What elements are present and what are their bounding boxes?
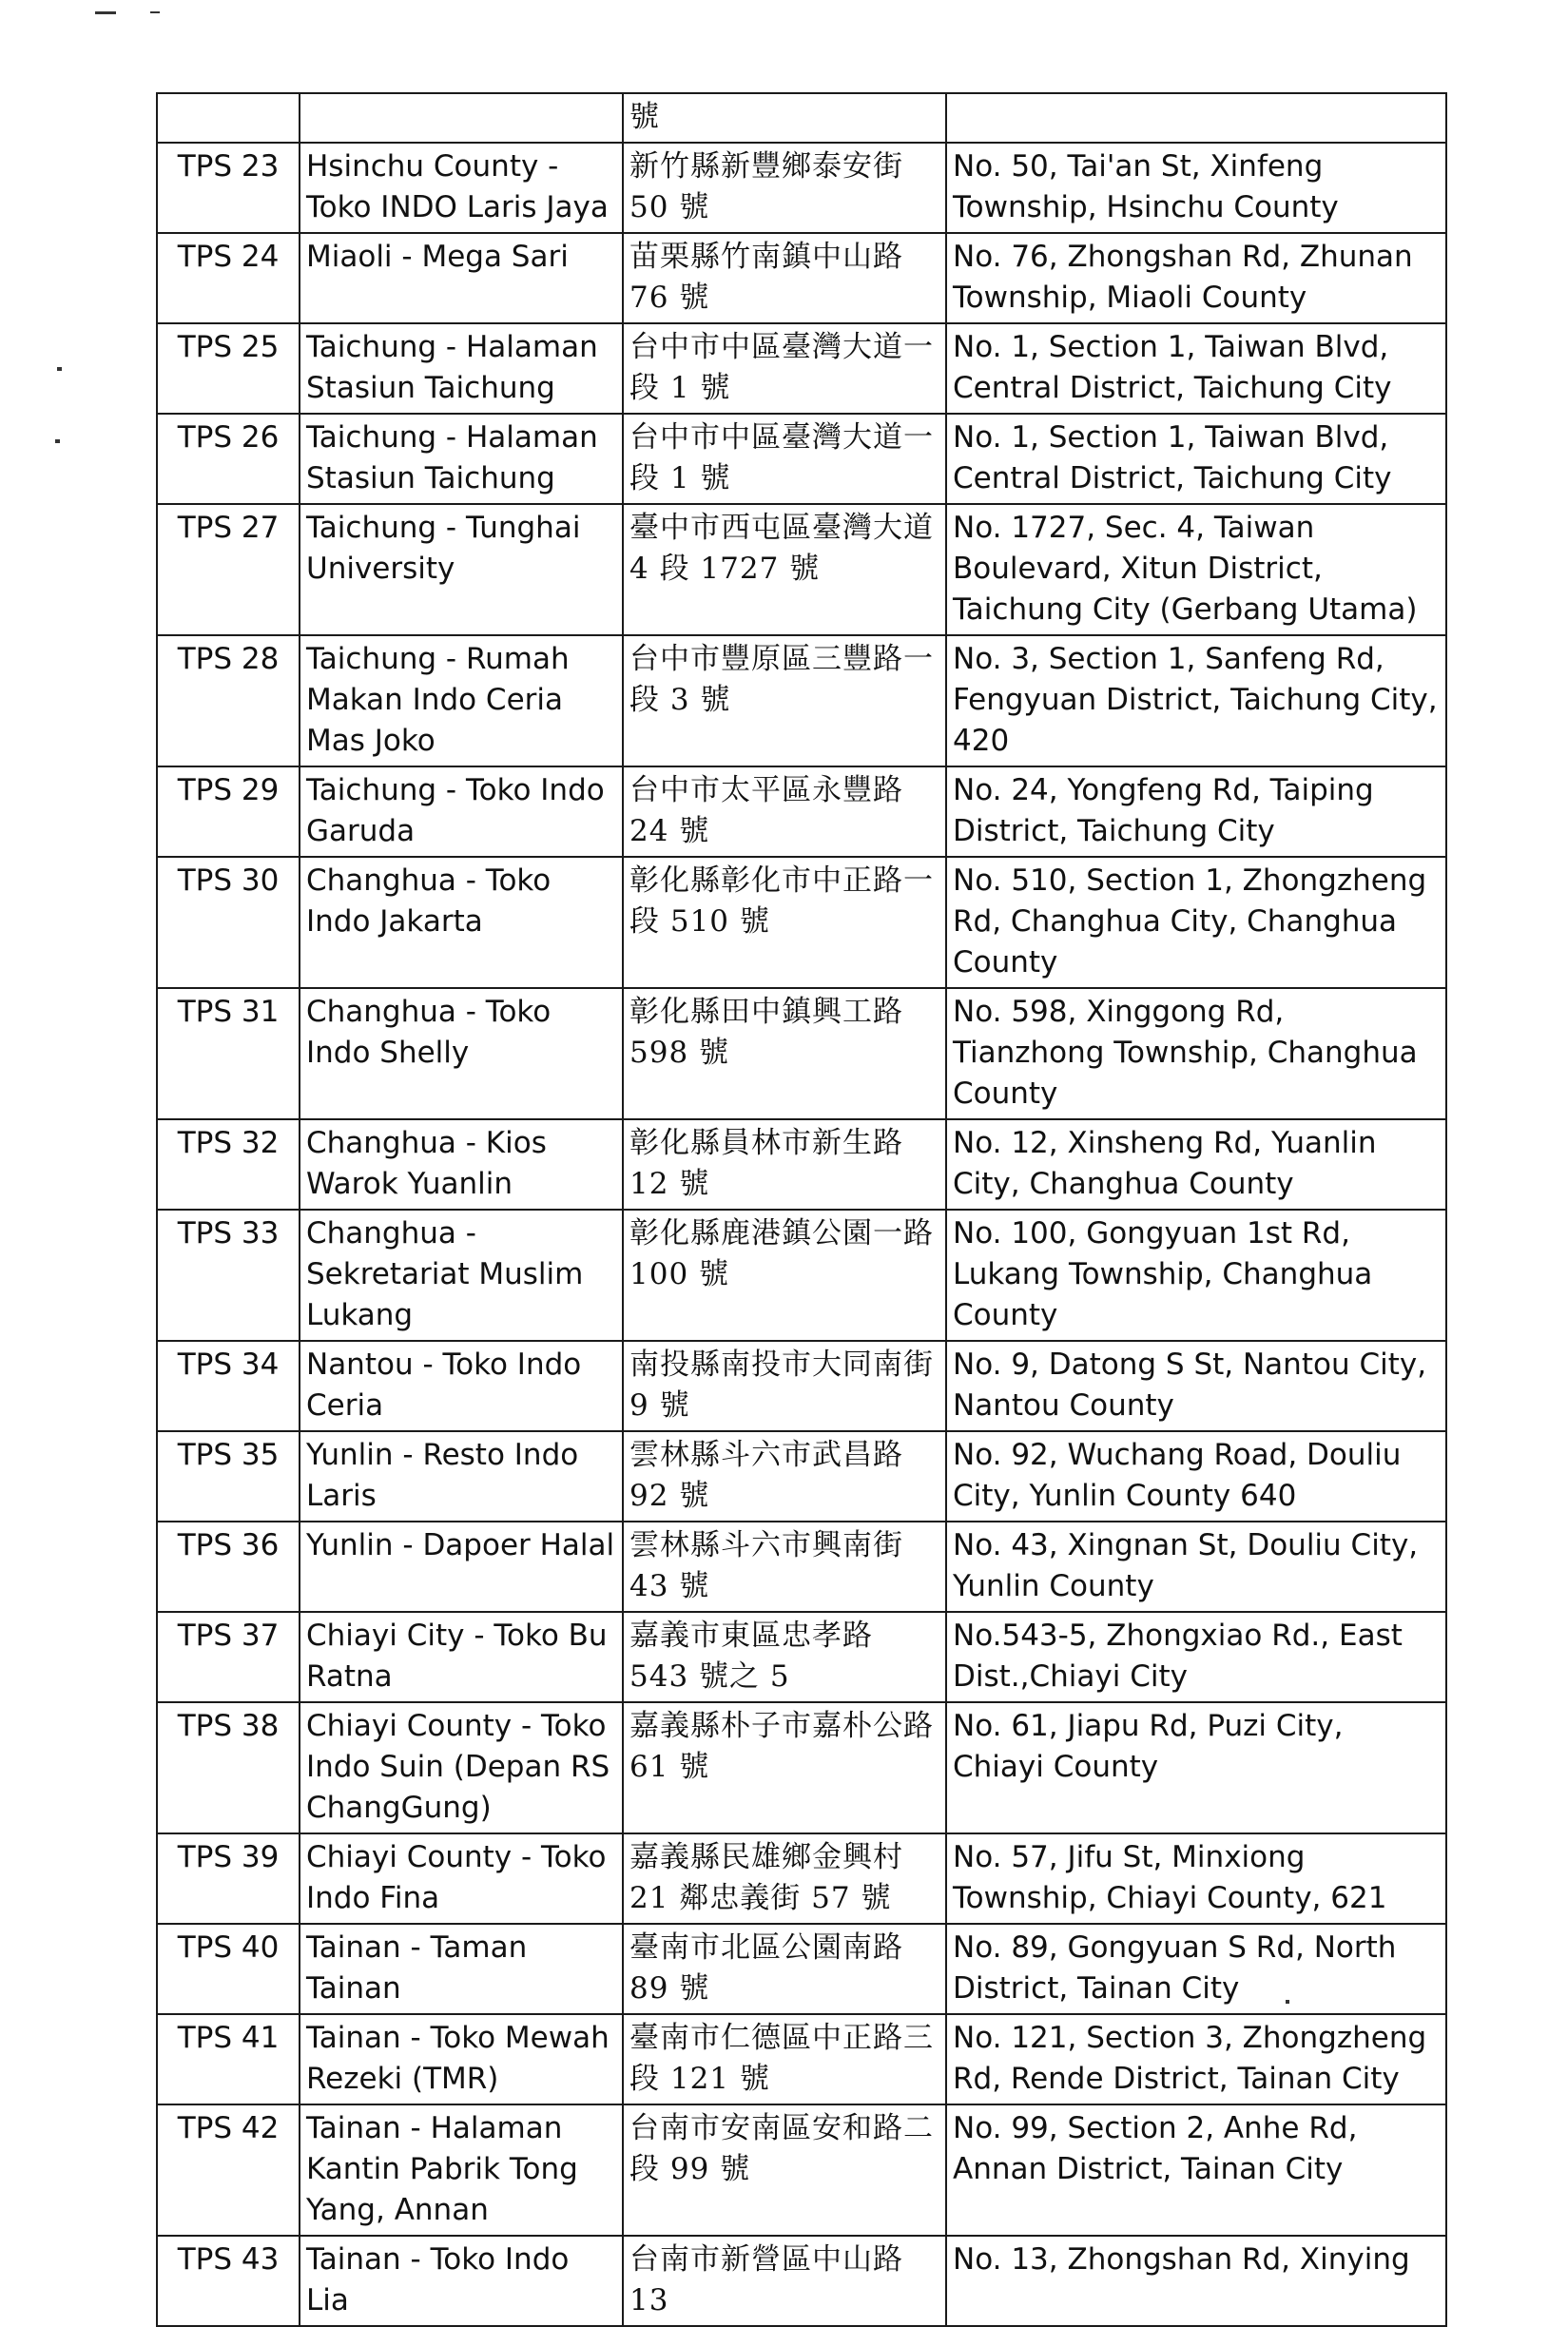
table-row [157,635,1446,766]
tps-code-cell: TPS 39 [157,1833,300,1924]
address-zh-cell: 台南市新營區中山路 13 [623,2236,946,2326]
address-zh-cell: 彰化縣鹿港鎮公園一路 100 號 [623,1210,946,1341]
location-cell: Changhua - Sekretariat Muslim Lukang [300,1210,623,1341]
table-row [157,233,1446,323]
address-en-cell: No. 3, Section 1, Sanfeng Rd, Fengyuan District, Taichung City, 420 [946,635,1446,766]
address-zh-cell: 台中市太平區永豐路 24 號 [623,766,946,857]
address-zh-cell: 臺中市西屯區臺灣大道 4 段 1727 號 [623,504,946,635]
location-cell: Changhua - Kios Warok Yuanlin [300,1119,623,1210]
tps-table [156,92,1447,2327]
table-row [157,1341,1446,1431]
table-row [157,857,1446,988]
table-row [157,323,1446,414]
table-row [157,1522,1446,1612]
address-zh-cell: 南投縣南投市大同南街 9 號 [623,1341,946,1431]
tps-table-body [157,93,1446,2326]
tps-code-cell: TPS 28 [157,635,300,766]
tps-code-cell: TPS 41 [157,2014,300,2104]
location-cell: Taichung - Halaman Stasiun Taichung [300,323,623,414]
table-row [157,1924,1446,2014]
table-row [157,143,1446,233]
tps-code-cell: TPS 33 [157,1210,300,1341]
tps-code-cell: TPS 31 [157,988,300,1119]
address-en-cell: No. 57, Jifu St, Minxiong Township, Chiayi County, 621 [946,1833,1446,1924]
location-cell: Tainan - Toko Mewah Rezeki (TMR) [300,2014,623,2104]
location-cell: Chiayi County - Toko Indo Fina [300,1833,623,1924]
location-cell: Chiayi City - Toko Bu Ratna [300,1612,623,1702]
address-en-cell: No. 61, Jiapu Rd, Puzi City, Chiayi County [946,1702,1446,1833]
address-zh-cell: 台中市豐原區三豐路一段 3 號 [623,635,946,766]
location-cell: Hsinchu County - Toko INDO Laris Jaya [300,143,623,233]
scan-mark [95,11,116,14]
tps-code-cell: TPS 40 [157,1924,300,2014]
address-en-cell: No. 9, Datong S St, Nantou City, Nantou County [946,1341,1446,1431]
address-zh-cell: 苗栗縣竹南鎮中山路 76 號 [623,233,946,323]
location-cell: Tainan - Taman Tainan [300,1924,623,2014]
address-en-cell: No. 1, Section 1, Taiwan Blvd, Central District, Taichung City [946,323,1446,414]
location-cell: Chiayi County - Toko Indo Suin (Depan RS ChangGung) [300,1702,623,1833]
location-cell: Taichung - Rumah Makan Indo Ceria Mas Joko [300,635,623,766]
location-cell: Yunlin - Dapoer Halal [300,1522,623,1612]
location-cell: Tainan - Toko Indo Lia [300,2236,623,2326]
address-zh-cell: 台南市安南區安和路二段 99 號 [623,2104,946,2236]
table-row [157,988,1446,1119]
scan-mark [150,11,160,13]
location-cell: Taichung - Toko Indo Garuda [300,766,623,857]
address-en-cell [946,93,1446,143]
tps-code-cell: TPS 23 [157,143,300,233]
address-en-cell: No. 100, Gongyuan 1st Rd, Lukang Township, Changhua County [946,1210,1446,1341]
table-row [157,766,1446,857]
address-en-cell: No. 89, Gongyuan S Rd, North District, Tainan City [946,1924,1446,2014]
location-cell: Tainan - Halaman Kantin Pabrik Tong Yang, Annan [300,2104,623,2236]
address-zh-cell: 雲林縣斗六市興南街 43 號 [623,1522,946,1612]
address-zh-cell: 彰化縣彰化市中正路一段 510 號 [623,857,946,988]
address-en-cell: No. 43, Xingnan St, Douliu City, Yunlin County [946,1522,1446,1612]
table-row [157,1702,1446,1833]
address-en-cell: No. 50, Tai'an St, Xinfeng Township, Hsinchu County [946,143,1446,233]
address-en-cell: No. 598, Xinggong Rd, Tianzhong Township, Changhua County [946,988,1446,1119]
table-row [157,414,1446,504]
address-zh-cell: 臺南市仁德區中正路三段 121 號 [623,2014,946,2104]
tps-code-cell: TPS 25 [157,323,300,414]
address-zh-cell: 嘉義縣朴子市嘉朴公路 61 號 [623,1702,946,1833]
tps-code-cell: TPS 24 [157,233,300,323]
address-zh-cell: 嘉義縣民雄鄉金興村 21 鄰忠義街 57 號 [623,1833,946,1924]
table-row-continuation [157,93,1446,143]
table-row [157,2236,1446,2326]
address-en-cell: No. 76, Zhongshan Rd, Zhunan Township, Miaoli County [946,233,1446,323]
address-en-cell: No. 12, Xinsheng Rd, Yuanlin City, Changhua County [946,1119,1446,1210]
address-zh-cell: 雲林縣斗六市武昌路 92 號 [623,1431,946,1522]
address-en-cell: No. 99, Section 2, Anhe Rd, Annan District, Tainan City [946,2104,1446,2236]
location-cell: Taichung - Halaman Stasiun Taichung [300,414,623,504]
location-cell: Miaoli - Mega Sari [300,233,623,323]
tps-code-cell: TPS 26 [157,414,300,504]
location-cell: Nantou - Toko Indo Ceria [300,1341,623,1431]
scan-dot [55,439,60,443]
address-en-cell: No.543-5, Zhongxiao Rd., East Dist.,Chiayi City [946,1612,1446,1702]
location-cell: Yunlin - Resto Indo Laris [300,1431,623,1522]
address-zh-cell: 新竹縣新豐鄉泰安街 50 號 [623,143,946,233]
location-cell: Taichung - Tunghai University [300,504,623,635]
tps-code-cell: TPS 34 [157,1341,300,1431]
address-zh-cell: 台中市中區臺灣大道一段 1 號 [623,414,946,504]
tps-code-cell [157,93,300,143]
tps-code-cell: TPS 43 [157,2236,300,2326]
tps-code-cell: TPS 37 [157,1612,300,1702]
tps-code-cell: TPS 36 [157,1522,300,1612]
table-row [157,2104,1446,2236]
address-zh-cell: 彰化縣田中鎮興工路 598 號 [623,988,946,1119]
table-row [157,1119,1446,1210]
tps-code-cell: TPS 35 [157,1431,300,1522]
tps-code-cell: TPS 32 [157,1119,300,1210]
address-zh-cell: 彰化縣員林市新生路 12 號 [623,1119,946,1210]
address-en-cell: No. 13, Zhongshan Rd, Xinying [946,2236,1446,2326]
tps-code-cell: TPS 30 [157,857,300,988]
tps-code-cell: TPS 29 [157,766,300,857]
table-row [157,504,1446,635]
table-row [157,1612,1446,1702]
location-cell: Changhua - Toko Indo Shelly [300,988,623,1119]
scan-dot [57,367,62,371]
address-en-cell: No. 92, Wuchang Road, Douliu City, Yunlin County 640 [946,1431,1446,1522]
address-zh-cell: 嘉義市東區忠孝路 543 號之 5 [623,1612,946,1702]
address-en-cell: No. 1727, Sec. 4, Taiwan Boulevard, Xitun District, Taichung City (Gerbang Utama) [946,504,1446,635]
tps-code-cell: TPS 42 [157,2104,300,2236]
tps-code-cell: TPS 38 [157,1702,300,1833]
address-en-cell: No. 510, Section 1, Zhongzheng Rd, Changhua City, Changhua County [946,857,1446,988]
address-zh-cell: 台中市中區臺灣大道一段 1 號 [623,323,946,414]
table-row [157,1210,1446,1341]
table-row [157,2014,1446,2104]
address-zh-cell: 號 [623,93,946,143]
tps-code-cell: TPS 27 [157,504,300,635]
location-cell [300,93,623,143]
address-en-cell: No. 1, Section 1, Taiwan Blvd, Central District, Taichung City [946,414,1446,504]
table-row [157,1833,1446,1924]
address-zh-cell: 臺南市北區公園南路 89 號 [623,1924,946,2014]
address-en-cell: No. 24, Yongfeng Rd, Taiping District, Taichung City [946,766,1446,857]
location-cell: Changhua - Toko Indo Jakarta [300,857,623,988]
table-row [157,1431,1446,1522]
address-en-cell: No. 121, Section 3, Zhongzheng Rd, Rende District, Tainan City [946,2014,1446,2104]
